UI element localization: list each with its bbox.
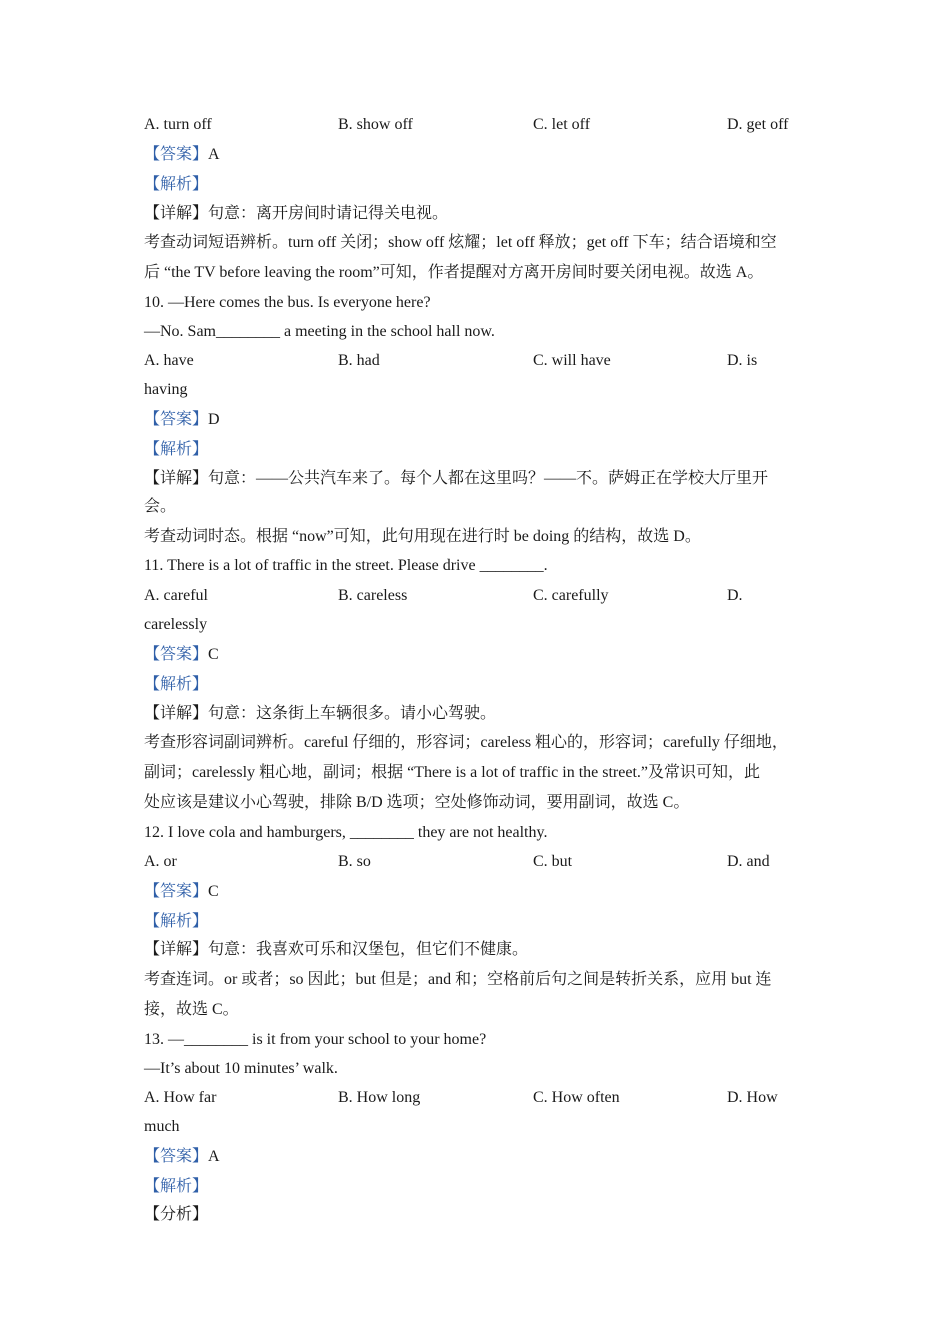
option-d: D. is [727, 352, 758, 369]
option-b: B. had [338, 352, 380, 369]
answer-value: C [208, 646, 219, 663]
detail-text: 【详解】句意：这条街上车辆很多。请小心驾驶。 [144, 705, 497, 722]
option-c: C. let off [533, 116, 591, 133]
option-c: C. carefully [533, 587, 609, 604]
option-c: C. will have [533, 352, 611, 369]
question-stem: —It’s about 10 minutes’ walk. [144, 1060, 338, 1077]
explanation-text: 接，故选 C。 [144, 1001, 239, 1018]
option-a: A. careful [144, 587, 208, 604]
option-b: B. so [338, 853, 371, 870]
option-d: D. and [727, 853, 770, 870]
option-d-wrap: having [144, 381, 188, 398]
answer-value: A [208, 146, 220, 163]
option-a: A. have [144, 352, 194, 369]
detail-text: 【详解】句意：离开房间时请记得关电视。 [144, 205, 449, 222]
answer-label: 【答案】 [144, 1148, 209, 1165]
option-a: A. turn off [144, 116, 212, 133]
option-c: C. How often [533, 1089, 620, 1106]
answer-value: C [208, 883, 219, 900]
option-c: C. but [533, 853, 573, 870]
explanation-text: 处应该是建议小心驾驶，排除 B/D 选项；空处修饰动词，要用副词，故选 C。 [144, 794, 690, 811]
explanation-text: 副词；carelessly 粗心地，副词；根据 “There is a lot of traffic in the street.”及常识可知，此 [144, 764, 761, 781]
option-d: D. How [727, 1089, 778, 1106]
answer-line [144, 882, 219, 902]
option-d-wrap: much [144, 1118, 180, 1135]
option-b: B. show off [338, 116, 413, 133]
option-b: B. How long [338, 1089, 421, 1106]
detail-text: 会。 [144, 498, 177, 515]
question-stem: 12. I love cola and hamburgers, ________ they are not healthy. [144, 824, 548, 841]
question-stem: —No. Sam________ a meeting in the school hall now. [144, 323, 495, 340]
option-b: B. careless [338, 587, 408, 604]
question-stem: 11. There is a lot of traffic in the street. Please drive ________. [144, 557, 548, 574]
answer-line [144, 1147, 220, 1167]
analysis-label: 【解析】 [144, 441, 209, 458]
analysis-label: 【解析】 [144, 676, 209, 693]
answer-line [144, 410, 220, 430]
explanation-text: 考查动词时态。根据 “now”可知，此句用现在进行时 be doing 的结构，故选 D。 [144, 528, 701, 545]
answer-value: D [208, 411, 220, 428]
question-stem: 13. —________ is it from your school to your home? [144, 1031, 487, 1048]
analysis-label: 【解析】 [144, 176, 209, 193]
analysis-label: 【解析】 [144, 1178, 209, 1195]
option-a: A. How far [144, 1089, 217, 1106]
option-d: D. get off [727, 116, 789, 133]
answer-value: A [208, 1148, 220, 1165]
detail-text: 【详解】句意：我喜欢可乐和汉堡包，但它们不健康。 [144, 941, 529, 958]
answer-line [144, 645, 219, 665]
answer-line [144, 145, 220, 165]
option-d: D. [727, 587, 743, 604]
explanation-text: 考查形容词副词辨析。careful 仔细的，形容词；careless 粗心的，形容词；carefully 仔细地， [144, 734, 788, 751]
answer-label: 【答案】 [144, 883, 209, 900]
explanation-text: 后 “the TV before leaving the room”可知，作者提醒对方离开房间时要关闭电视。故选 A。 [144, 264, 764, 281]
question-stem: 10. —Here comes the bus. Is everyone here? [144, 294, 431, 311]
detail-text: 【详解】句意：——公共汽车来了。每个人都在这里吗？——不。萨姆正在学校大厅里开 [144, 470, 769, 487]
explanation-text: 考查连词。or 或者；so 因此；but 但是；and 和；空格前后句之间是转折关系，应用 but 连 [144, 971, 772, 988]
answer-label: 【答案】 [144, 411, 209, 428]
option-a: A. or [144, 853, 177, 870]
analysis-label: 【解析】 [144, 913, 209, 930]
explanation-text: 考查动词短语辨析。turn off 关闭；show off 炫耀；let off 释放；get off 下车；结合语境和空 [144, 234, 777, 251]
answer-label: 【答案】 [144, 646, 209, 663]
option-d-wrap: carelessly [144, 616, 208, 633]
fenxi-label: 【分析】 [144, 1206, 209, 1223]
answer-label: 【答案】 [144, 146, 209, 163]
